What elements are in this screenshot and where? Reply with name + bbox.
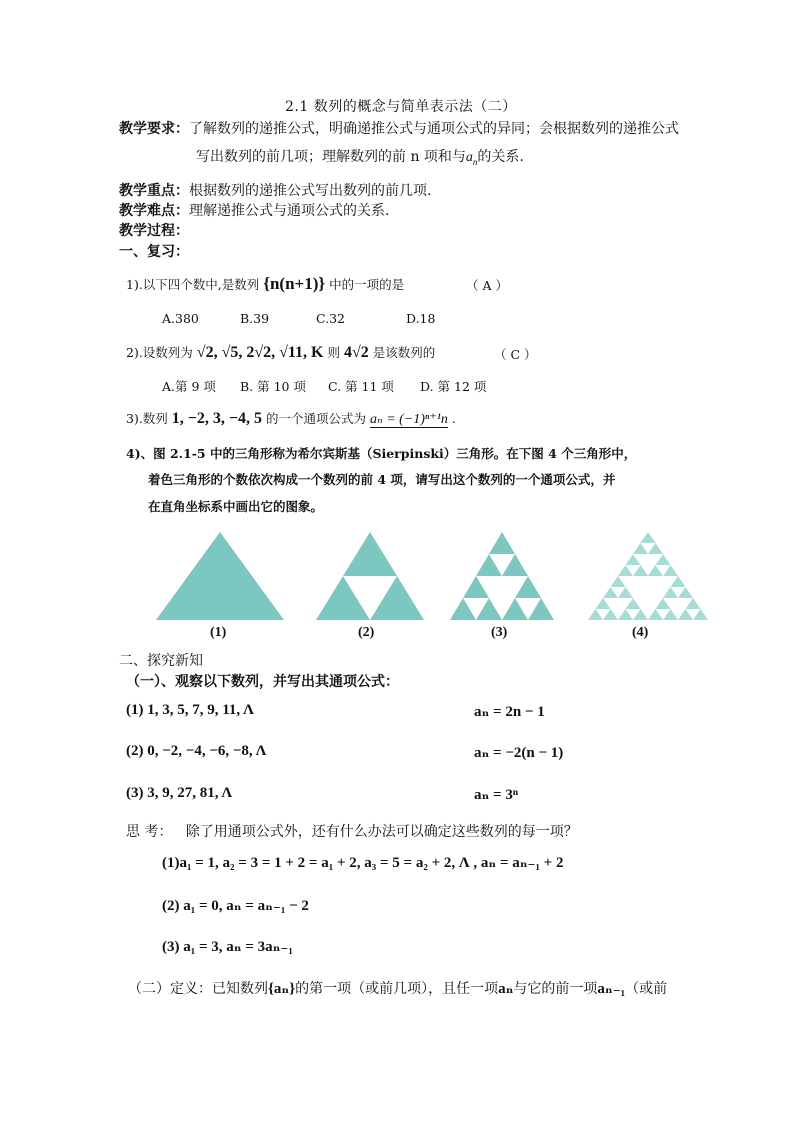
sequence-2: (2) 0, −2, −4, −6, −8, Λ — [126, 743, 267, 759]
key-point-text: 根据数列的递推公式写出数列的前几项. — [189, 183, 432, 199]
section-explore: 二、探究新知 — [119, 653, 203, 669]
q2-sequence: √2, √5, 2√2, √11, K — [196, 344, 324, 361]
key-point-line — [119, 180, 431, 200]
q2-option-d: D. 第 12 项 — [420, 379, 487, 394]
subsection-observe: （一）、观察以下数列，并写出其通项公式： — [126, 674, 399, 690]
think-text: 除了用通项公式外，还有什么办法可以确定这些数列的每一项？ — [185, 824, 578, 840]
requirements-an-sub: n — [472, 156, 478, 167]
q1-text: 1).以下四个数中,是数列 — [126, 277, 260, 292]
definition-mid: 的第一项（或前几项），且任一项 — [295, 981, 499, 997]
q1-answer: （ A ） — [466, 278, 508, 293]
difficulty-label: 教学难点： — [119, 203, 189, 219]
q3-text: 3).数列 — [126, 411, 168, 426]
recurrence-2: (2) a₁ = 0, aₙ = aₙ₋₁ − 2 — [162, 898, 309, 914]
definition-mid-2: 与它的前一项 — [513, 981, 598, 997]
q2-term: 4√2 — [343, 344, 369, 361]
definition-an: aₙ — [498, 981, 514, 997]
sequence-3: (3) 3, 9, 27, 81, Λ — [126, 785, 233, 801]
requirements-an: a — [465, 150, 473, 165]
question-1 — [126, 274, 404, 294]
requirements-text-2: 写出数列的前几项；理解数列的前 n 项和与 — [196, 149, 466, 165]
question-2 — [126, 343, 435, 362]
figure-label-1: (1) — [210, 625, 227, 640]
q1-option-a: A.380 — [162, 311, 199, 326]
q2-answer: （ C ） — [494, 347, 537, 362]
sequence-1-formula: aₙ = 2n − 1 — [474, 704, 545, 720]
section-review: 一、复习： — [119, 244, 189, 260]
q4-line-2: 着色三角形的个数依次构成一个数列的前 4 项，请写出这个数列的一个通项公式，并 — [148, 472, 616, 487]
sequence-3-formula: aₙ = 3ⁿ — [474, 787, 519, 803]
requirements-label: 教学要求： — [119, 121, 189, 137]
process-label: 教学过程： — [119, 223, 189, 239]
requirements-text-1: 了解数列的递推公式，明确递推公式与通项公式的异同；会根据数列的递推公式 — [189, 121, 679, 137]
q3-formula: aₙ = (−1)ⁿ⁺¹n — [370, 412, 448, 427]
sequence-1: (1) 1, 3, 5, 7, 9, 11, Λ — [126, 702, 254, 718]
definition-seq: {aₙ} — [268, 981, 296, 997]
question-3 — [126, 409, 456, 428]
q1-option-b: B.39 — [240, 311, 270, 326]
q2-tail: 是该数列的 — [372, 345, 436, 360]
sierpinski-svg — [152, 528, 712, 624]
think-line — [126, 821, 578, 841]
requirements-line-1 — [119, 118, 679, 138]
q1-tail: 中的一项的是 — [329, 277, 405, 292]
requirements-text-end: 的关系. — [477, 149, 524, 165]
key-point-label: 教学重点： — [119, 183, 189, 199]
recurrence-3: (3) a₁ = 3, aₙ = 3aₙ₋₁ — [162, 939, 293, 955]
recurrence-1: (1)a₁ = 1, a₂ = 3 = 1 + 2 = a₁ + 2, a₃ = 5 = a₂ + 2, Λ , aₙ = aₙ₋₁ + 2 — [162, 855, 564, 871]
page-title: 2.1 数列的概念与简单表示法（二） — [285, 99, 517, 115]
q1-option-d: D.18 — [406, 311, 436, 326]
sierpinski-1 — [156, 532, 284, 620]
q3-sequence: 1, −2, 3, −4, 5 — [171, 410, 263, 427]
q3-mid: 的一个通项公式为 — [266, 411, 367, 426]
definition-end: （或前 — [625, 981, 668, 997]
sierpinski-4 — [588, 532, 708, 620]
q2-option-a: A.第 9 项 — [162, 379, 216, 394]
definition-line — [128, 978, 667, 998]
figure-label-3: (3) — [491, 625, 508, 640]
q2-mid: 则 — [327, 345, 340, 360]
figure-label-2: (2) — [358, 625, 375, 640]
definition-an-1: aₙ₋₁ — [597, 981, 626, 997]
q2-option-c: C. 第 11 项 — [328, 379, 394, 394]
sequence-2-formula: aₙ = −2(n − 1) — [474, 745, 564, 761]
q1-option-c: C.32 — [316, 311, 345, 326]
q4-line-1: 4)、图 2.1-5 中的三角形称为希尔宾斯基（Sierpinski）三角形。在下图 4 个三角形中， — [126, 446, 637, 461]
q4-line-3: 在直角坐标系中画出它的图象。 — [148, 499, 324, 514]
sierpinski-figures — [152, 528, 712, 644]
think-label: 思 考： — [126, 824, 173, 840]
figure-label-4: (4) — [632, 625, 649, 640]
q1-sequence: {n(n+1)} — [263, 274, 326, 293]
definition-text: （二）定义：已知数列 — [128, 981, 268, 997]
q3-end: . — [451, 411, 456, 426]
sierpinski-2 — [316, 532, 424, 620]
q2-text: 2).设数列为 — [126, 345, 193, 360]
difficulty-line — [119, 200, 389, 220]
sierpinski-3 — [450, 532, 554, 620]
q2-option-b: B. 第 10 项 — [240, 379, 306, 394]
requirements-line-2 — [196, 146, 524, 167]
difficulty-text: 理解递推公式与通项公式的关系. — [189, 203, 390, 219]
